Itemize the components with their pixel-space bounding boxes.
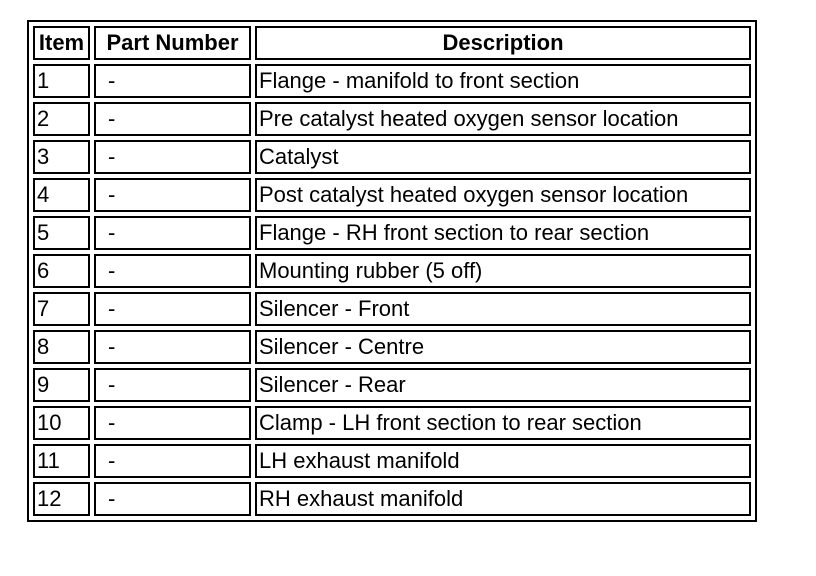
table-row: [33, 406, 751, 440]
part-number-cell: -: [94, 102, 251, 136]
description-cell: Mounting rubber (5 off): [255, 254, 751, 288]
header-part-number: Part Number: [94, 26, 251, 60]
description-cell: Silencer - Centre: [255, 330, 751, 364]
table-row: [33, 64, 751, 98]
description-cell: Silencer - Rear: [255, 368, 751, 402]
description-cell: Flange - manifold to front section: [255, 64, 751, 98]
table-row: [33, 292, 751, 326]
header-item: Item: [33, 26, 90, 60]
item-cell: 6: [33, 254, 90, 288]
header-row: [33, 26, 751, 60]
item-cell: 5: [33, 216, 90, 250]
table-body: [33, 64, 751, 516]
item-cell: 8: [33, 330, 90, 364]
table-row: [33, 254, 751, 288]
description-cell: Pre catalyst heated oxygen sensor location: [255, 102, 751, 136]
description-cell: Silencer - Front: [255, 292, 751, 326]
description-cell: Catalyst: [255, 140, 751, 174]
item-cell: 9: [33, 368, 90, 402]
item-cell: 7: [33, 292, 90, 326]
part-number-cell: -: [94, 406, 251, 440]
table-row: [33, 330, 751, 364]
part-number-cell: -: [94, 254, 251, 288]
description-cell: Flange - RH front section to rear section: [255, 216, 751, 250]
part-number-cell: -: [94, 330, 251, 364]
item-cell: 10: [33, 406, 90, 440]
part-number-cell: -: [94, 178, 251, 212]
item-cell: 4: [33, 178, 90, 212]
part-number-cell: -: [94, 216, 251, 250]
table-header: [33, 26, 751, 60]
part-number-cell: -: [94, 482, 251, 516]
description-cell: Clamp - LH front section to rear section: [255, 406, 751, 440]
item-cell: 3: [33, 140, 90, 174]
table-row: [33, 482, 751, 516]
description-cell: LH exhaust manifold: [255, 444, 751, 478]
header-description: Description: [255, 26, 751, 60]
table-row: [33, 140, 751, 174]
item-cell: 12: [33, 482, 90, 516]
table-row: [33, 444, 751, 478]
part-number-cell: -: [94, 64, 251, 98]
table-row: [33, 368, 751, 402]
item-cell: 1: [33, 64, 90, 98]
item-cell: 2: [33, 102, 90, 136]
part-number-cell: -: [94, 444, 251, 478]
table-row: [33, 216, 751, 250]
description-cell: Post catalyst heated oxygen sensor location: [255, 178, 751, 212]
parts-table: [27, 20, 757, 522]
table-row: [33, 102, 751, 136]
table-row: [33, 178, 751, 212]
part-number-cell: -: [94, 292, 251, 326]
part-number-cell: -: [94, 368, 251, 402]
description-cell: RH exhaust manifold: [255, 482, 751, 516]
item-cell: 11: [33, 444, 90, 478]
part-number-cell: -: [94, 140, 251, 174]
